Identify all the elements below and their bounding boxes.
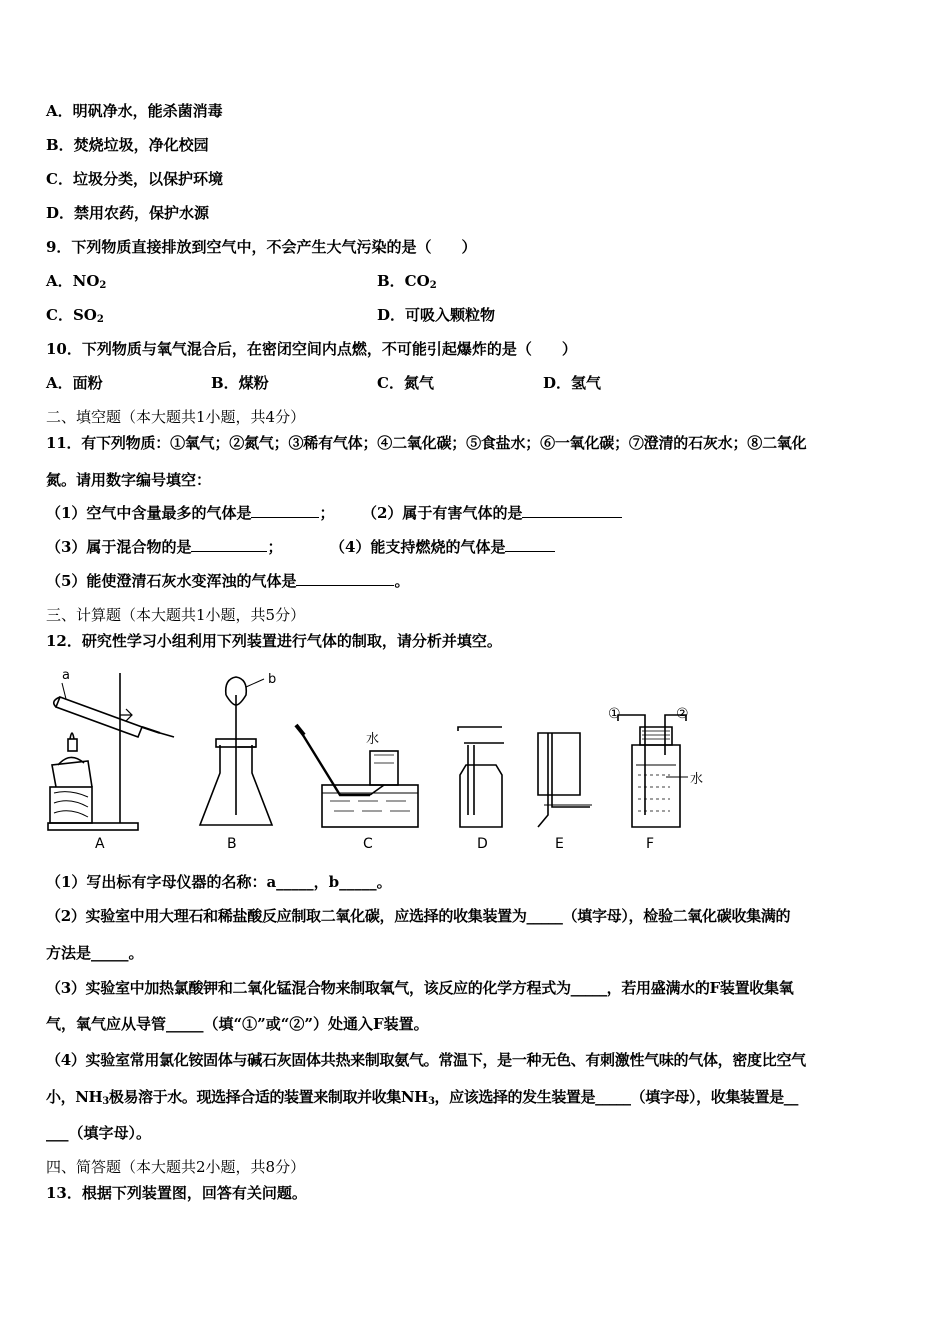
- section-4-heading: 四、简答题（本大题共2小题，共8分）: [46, 1158, 306, 1176]
- caption-f: F: [646, 836, 655, 852]
- apparatus-b: [200, 677, 272, 825]
- q11-part5: （5）能使澄清石灰水变浑浊的气体是 。: [46, 572, 410, 590]
- water-label-c: 水: [366, 732, 380, 747]
- q9-option-a: A．$NO_2$: [46, 272, 107, 291]
- q9-stem: 9．下列物质直接排放到空气中，不会产生大气污染的是（ ）: [46, 238, 477, 256]
- apparatus-c: [296, 725, 418, 827]
- q12-stem: 12．研究性学习小组利用下列装置进行气体的制取，请分析并填空。: [46, 632, 502, 650]
- q10-option-a: A．面粉: [46, 374, 103, 392]
- q11-part2: （2）属于有害气体的是: [362, 503, 622, 523]
- apparatus-figure: [40, 665, 730, 857]
- q11-part4: （4）能支持燃烧的气体是: [330, 537, 555, 557]
- caption-b: B: [227, 836, 237, 852]
- q12-sub2-line1: （2）实验室中用大理石和稀盐酸反应制取二氧化碳，应选择的收集装置为_____（填字母），检验二氧化碳收集满的: [46, 907, 791, 925]
- water-label-f: 水: [690, 772, 704, 787]
- q11-part3: （3）属于混合物的是 ；: [46, 538, 283, 556]
- section-2-heading: 二、填空题（本大题共1小题，共4分）: [46, 408, 306, 426]
- q12-sub1: （1）写出标有字母仪器的名称：a_____，b_____。: [46, 873, 392, 891]
- q9-option-c: C．$SO_2$: [46, 306, 104, 325]
- q12-sub4-line2: 小，$NH_3$极易溶于水。现选择合适的装置来制取并收集$NH_3$，应该选择的发生装置是_____（填字母），收集装置是__: [46, 1088, 798, 1107]
- answer-blank[interactable]: [505, 537, 555, 552]
- q8-option-d: D．禁用农药，保护水源: [46, 204, 210, 222]
- apparatus-f: [618, 715, 688, 827]
- label-a: a: [62, 668, 70, 683]
- port-2-label: ②: [676, 706, 689, 722]
- section-3-heading: 三、计算题（本大题共1小题，共5分）: [46, 606, 306, 624]
- caption-a: A: [95, 836, 105, 852]
- q8-option-b: B．焚烧垃圾，净化校园: [46, 136, 209, 154]
- q12-sub4-line1: （4）实验室常用氯化铵固体与碱石灰固体共热来制取氨气。常温下，是一种无色、有刺激性气味的气体，密度比空气: [46, 1051, 806, 1069]
- answer-blank[interactable]: [522, 503, 622, 518]
- answer-blank[interactable]: [191, 537, 267, 552]
- caption-d: D: [477, 836, 488, 852]
- q12-sub2-line2: 方法是_____。: [46, 944, 144, 962]
- q10-option-c: C．氮气: [377, 374, 434, 392]
- q12-sub3-line2: 气，氧气应从导管_____（填“①”或“②”）处通入F装置。: [46, 1015, 429, 1033]
- q11-stem-line1: 11．有下列物质：①氧气；②氮气；③稀有气体；④二氧化碳；⑤食盐水；⑥一氧化碳；⑦澄清的石灰水；⑧二氧化: [46, 434, 807, 452]
- apparatus-d: [458, 727, 504, 827]
- q10-option-d: D．氢气: [543, 374, 602, 392]
- answer-blank[interactable]: [296, 571, 394, 586]
- q9-option-b: B．$CO_2$: [377, 272, 437, 291]
- port-1-label: ①: [608, 706, 621, 722]
- q10-stem: 10．下列物质与氧气混合后，在密闭空间内点燃，不可能引起爆炸的是（ ）: [46, 340, 577, 358]
- caption-c: C: [363, 836, 373, 852]
- q13-stem: 13．根据下列装置图，回答有关问题。: [46, 1184, 307, 1202]
- q10-option-b: B．煤粉: [211, 374, 269, 392]
- q11-part1: （1）空气中含量最多的气体是 ；: [46, 504, 335, 522]
- apparatus-e: [538, 733, 592, 827]
- label-b: b: [268, 672, 277, 687]
- q12-sub3-line1: （3）实验室中加热氯酸钾和二氧化锰混合物来制取氧气，该反应的化学方程式为_____，若用盛满水的F装置收集氧: [46, 979, 794, 997]
- q12-sub4-line3: ___（填字母）。: [46, 1124, 152, 1142]
- q11-stem-line2: 氮。请用数字编号填空：: [46, 471, 212, 489]
- q8-option-c: C．垃圾分类，以保护环境: [46, 170, 223, 188]
- answer-blank[interactable]: [251, 503, 319, 518]
- apparatus-a: [48, 673, 174, 830]
- caption-e: E: [555, 836, 564, 852]
- q8-option-a: A．明矾净水，能杀菌消毒: [46, 102, 223, 120]
- q9-option-d: D．可吸入颗粒物: [377, 306, 496, 324]
